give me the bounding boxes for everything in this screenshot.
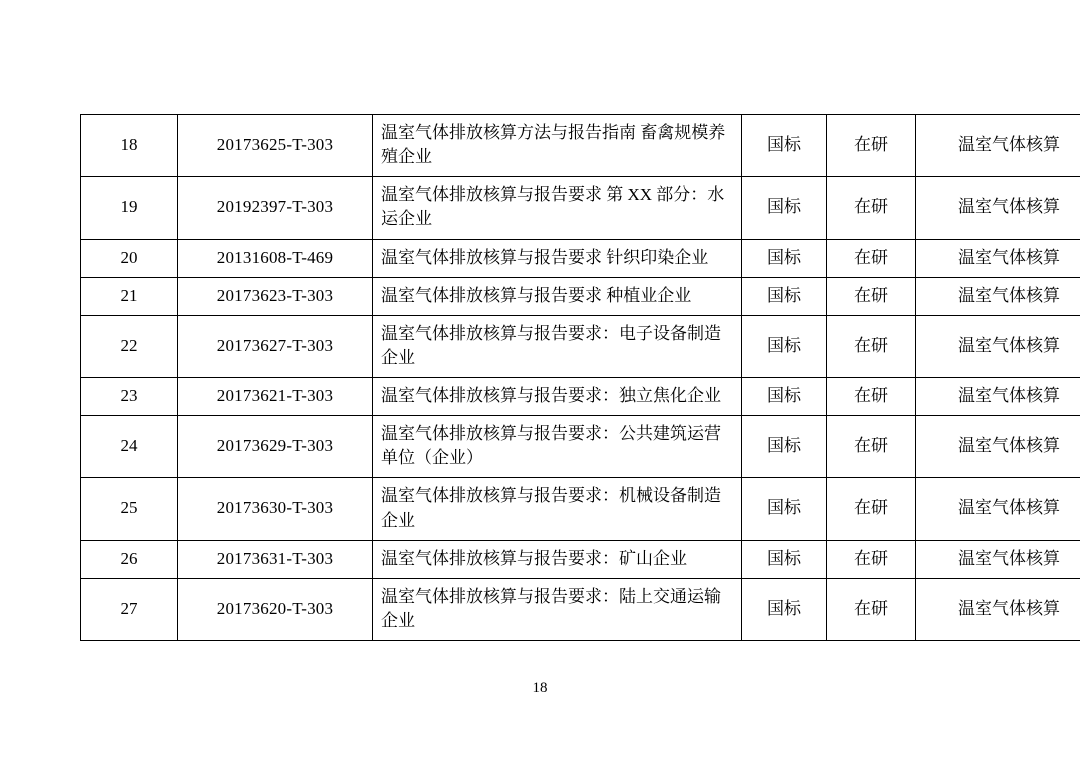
row-category: 温室气体核算	[916, 239, 1080, 277]
row-standard-type: 国标	[742, 540, 827, 578]
table-body	[81, 115, 1080, 641]
row-index: 27	[81, 578, 178, 640]
table-row	[81, 478, 1080, 540]
standards-table-container	[80, 114, 1060, 641]
row-plan-code: 20173627-T-303	[178, 315, 373, 377]
row-standard-name: 温室气体排放核算与报告要求 针织印染企业	[373, 239, 742, 277]
row-category: 温室气体核算	[916, 378, 1080, 416]
row-plan-code: 20173625-T-303	[178, 115, 373, 177]
row-standard-name: 温室气体排放核算与报告要求：机械设备制造企业	[373, 478, 742, 540]
row-standard-name: 温室气体排放核算与报告要求 种植业企业	[373, 277, 742, 315]
row-standard-type: 国标	[742, 315, 827, 377]
row-category: 温室气体核算	[916, 578, 1080, 640]
row-standard-name: 温室气体排放核算与报告要求 第 XX 部分：水运企业	[373, 177, 742, 239]
row-standard-name: 温室气体排放核算与报告要求：独立焦化企业	[373, 378, 742, 416]
row-index: 22	[81, 315, 178, 377]
row-standard-name: 温室气体排放核算与报告要求：电子设备制造企业	[373, 315, 742, 377]
row-index: 26	[81, 540, 178, 578]
row-status: 在研	[827, 378, 916, 416]
row-plan-code: 20173621-T-303	[178, 378, 373, 416]
row-category: 温室气体核算	[916, 540, 1080, 578]
table-row	[81, 416, 1080, 478]
page-number: 18	[532, 680, 548, 696]
table-row	[81, 115, 1080, 177]
row-standard-type: 国标	[742, 578, 827, 640]
row-index: 18	[81, 115, 178, 177]
row-plan-code: 20173631-T-303	[178, 540, 373, 578]
table-row	[81, 239, 1080, 277]
row-standard-type: 国标	[742, 416, 827, 478]
row-plan-code: 20173623-T-303	[178, 277, 373, 315]
row-standard-type: 国标	[742, 478, 827, 540]
row-status: 在研	[827, 416, 916, 478]
row-status: 在研	[827, 578, 916, 640]
row-index: 19	[81, 177, 178, 239]
row-standard-type: 国标	[742, 239, 827, 277]
table-row	[81, 578, 1080, 640]
row-standard-type: 国标	[742, 378, 827, 416]
row-category: 温室气体核算	[916, 177, 1080, 239]
row-category: 温室气体核算	[916, 277, 1080, 315]
row-index: 21	[81, 277, 178, 315]
row-standard-name: 温室气体排放核算方法与报告指南 畜禽规模养殖企业	[373, 115, 742, 177]
row-category: 温室气体核算	[916, 478, 1080, 540]
row-status: 在研	[827, 315, 916, 377]
row-status: 在研	[827, 239, 916, 277]
row-status: 在研	[827, 277, 916, 315]
row-plan-code: 20173629-T-303	[178, 416, 373, 478]
table-row	[81, 177, 1080, 239]
row-index: 25	[81, 478, 178, 540]
table-row	[81, 540, 1080, 578]
table-row	[81, 277, 1080, 315]
row-standard-name: 温室气体排放核算与报告要求：公共建筑运营单位（企业）	[373, 416, 742, 478]
row-plan-code: 20173630-T-303	[178, 478, 373, 540]
row-standard-type: 国标	[742, 115, 827, 177]
row-category: 温室气体核算	[916, 315, 1080, 377]
row-status: 在研	[827, 540, 916, 578]
table-row	[81, 315, 1080, 377]
row-status: 在研	[827, 478, 916, 540]
row-category: 温室气体核算	[916, 416, 1080, 478]
row-index: 23	[81, 378, 178, 416]
row-plan-code: 20192397-T-303	[178, 177, 373, 239]
table-row	[81, 378, 1080, 416]
row-status: 在研	[827, 115, 916, 177]
row-category: 温室气体核算	[916, 115, 1080, 177]
row-status: 在研	[827, 177, 916, 239]
row-standard-type: 国标	[742, 177, 827, 239]
standards-table	[80, 114, 1080, 641]
row-plan-code: 20173620-T-303	[178, 578, 373, 640]
row-standard-name: 温室气体排放核算与报告要求：矿山企业	[373, 540, 742, 578]
row-standard-type: 国标	[742, 277, 827, 315]
row-plan-code: 20131608-T-469	[178, 239, 373, 277]
row-index: 20	[81, 239, 178, 277]
row-standard-name: 温室气体排放核算与报告要求：陆上交通运输企业	[373, 578, 742, 640]
row-index: 24	[81, 416, 178, 478]
